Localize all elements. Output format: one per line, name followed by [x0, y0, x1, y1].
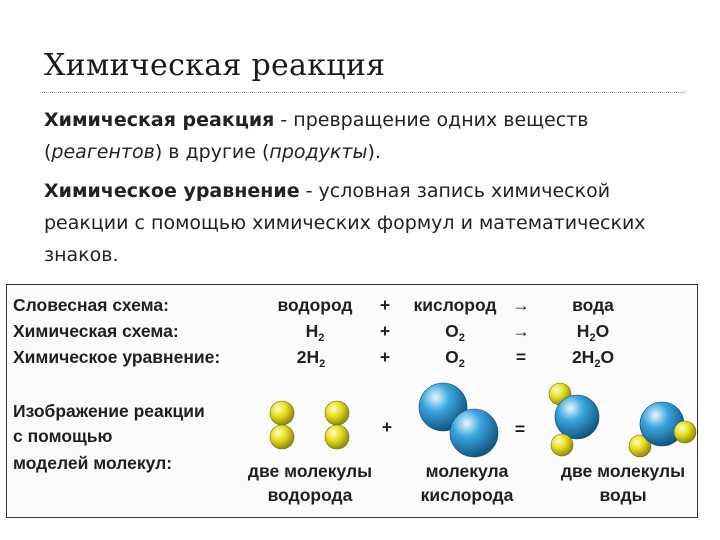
models-equals: =: [514, 419, 526, 439]
row-scheme-h2-sub: 2: [318, 332, 325, 344]
row-scheme-h2o-symbol: H: [576, 321, 590, 341]
definition-equation: [44, 175, 684, 271]
hydrogen-atom: [270, 401, 294, 425]
models-label-line-2: с помощью: [13, 426, 113, 446]
hydrogen-atom: [674, 421, 696, 443]
hydrogen-atom: [270, 425, 294, 449]
row-equation-o2-symbol: O: [445, 347, 459, 367]
row-scheme-h2-symbol: H: [305, 321, 319, 341]
definition-reaction: [44, 104, 684, 168]
definition-reaction-reagents: реагентов: [51, 141, 155, 163]
row-scheme-label: Химическая схема:: [13, 321, 179, 341]
row-equation-plus: +: [379, 347, 391, 367]
hydrogen-atom: [325, 425, 349, 449]
row-word-oxygen: кислород: [413, 295, 497, 315]
row-scheme-o2: [445, 321, 465, 344]
water-molecule-2: [629, 402, 696, 457]
caption-water-line-1: две молекулы: [560, 461, 686, 481]
row-scheme-plus: +: [379, 321, 391, 341]
caption-hydrogen-line-1: две молекулы: [247, 461, 373, 481]
caption-oxygen-line-1: молекула: [425, 461, 509, 481]
definition-reaction-text-b: ) в другие (: [154, 141, 270, 163]
definition-reaction-products: продукты: [269, 141, 368, 163]
row-equation-o2-sub: 2: [458, 358, 465, 370]
reaction-figure: [6, 284, 698, 518]
title-divider: [40, 92, 685, 93]
oxygen-atom: [450, 409, 498, 457]
row-equation-label: Химическое уравнение:: [13, 347, 221, 367]
definition-equation-term: Химическое уравнение: [44, 180, 300, 202]
models-label-line-3: моделей молекул:: [13, 453, 173, 473]
row-equation-h2o-tail: O: [600, 347, 615, 367]
row-equation-h2o: [572, 347, 614, 370]
definition-equation-text: - условная запись химической реакции с помощью химических формул и математических знаков.: [44, 180, 646, 266]
hydrogen-atom: [325, 401, 349, 425]
hydrogen-molecule-2: [325, 401, 349, 449]
row-scheme-o2-symbol: O: [445, 321, 459, 341]
models-label-line-1: Изображение реакции: [13, 401, 205, 421]
row-equation-h2-sub: 2: [319, 358, 326, 370]
row-equation-o2: [445, 347, 465, 370]
definition-reaction-text-c: ).: [367, 141, 381, 163]
row-word-plus: +: [379, 295, 391, 315]
oxygen-molecule: [419, 383, 498, 457]
hydrogen-molecule-1: [270, 401, 294, 449]
row-word-water: вода: [572, 295, 614, 315]
definition-reaction-text-a: - превращение одних веществ (: [44, 109, 589, 163]
row-scheme-h2o-sub: 2: [589, 332, 596, 344]
row-scheme-arrow: →: [512, 321, 530, 341]
row-equation-h2: [297, 347, 326, 370]
row-word-arrow: →: [512, 295, 530, 315]
row-equation-h2-symbol: 2H: [296, 347, 320, 367]
row-scheme-h2o-tail: O: [595, 321, 610, 341]
row-equation-h2o-symbol: 2H: [571, 347, 595, 367]
caption-water-line-2: воды: [599, 485, 647, 505]
slide-title: Химическая реакция: [44, 48, 386, 83]
row-equation-equals: =: [515, 347, 527, 367]
oxygen-atom: [555, 395, 599, 439]
row-equation-h2o-sub: 2: [594, 358, 601, 370]
caption-hydrogen-line-2: водорода: [267, 485, 353, 505]
water-molecule-1: [549, 383, 599, 456]
definition-reaction-term: Химическая реакция: [44, 109, 275, 131]
models-plus: +: [381, 417, 393, 437]
row-scheme-h2o: [577, 321, 609, 344]
row-scheme-o2-sub: 2: [458, 332, 465, 344]
row-scheme-h2: [306, 321, 325, 344]
hydrogen-atom: [551, 434, 573, 456]
reaction-figure-svg: [7, 285, 697, 517]
caption-oxygen-line-2: кислорода: [420, 485, 514, 505]
row-word-hydrogen: водород: [277, 295, 353, 315]
row-word-label: Словесная схема:: [13, 295, 169, 315]
